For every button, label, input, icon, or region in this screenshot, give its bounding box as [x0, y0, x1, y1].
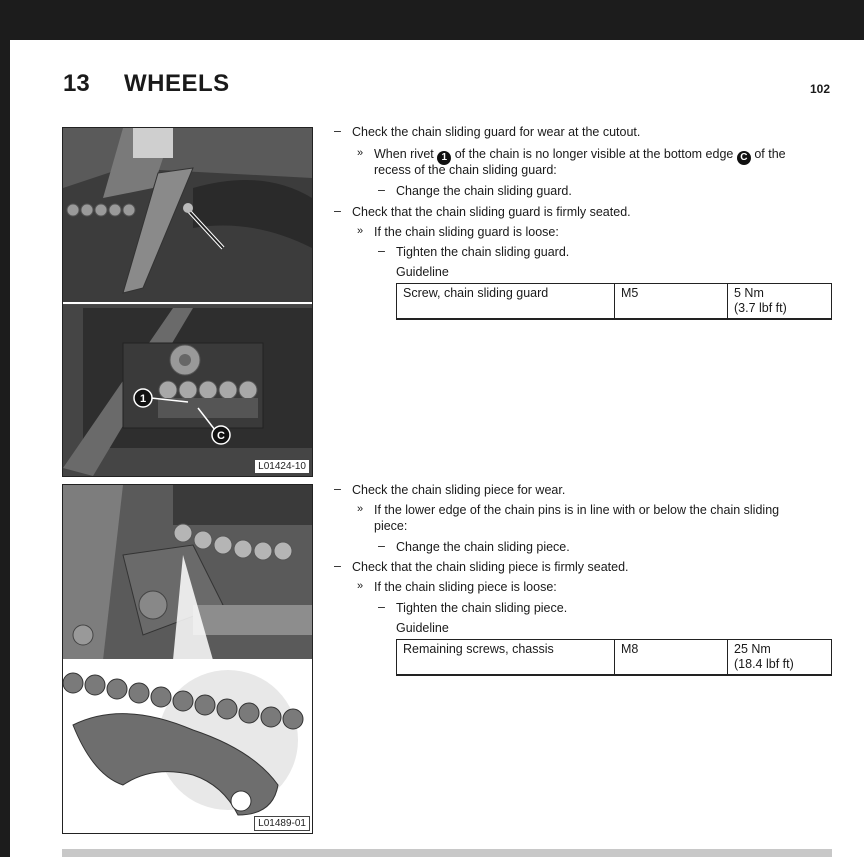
condition-part: When rivet: [374, 147, 434, 161]
figure-chain-sliding-guard: [62, 127, 313, 477]
condition-text: If the chain sliding guard is loose:: [374, 225, 559, 239]
condition-text-continued: piece:: [374, 519, 408, 533]
torque-spec-table: [396, 639, 832, 676]
guideline-label: Guideline: [396, 621, 449, 635]
step-text: Check that the chain sliding guard is firmly seated.: [352, 205, 631, 219]
torque-imperial: (3.7 lbf ft): [734, 301, 787, 315]
bullet-chevron: »: [357, 147, 364, 159]
guideline-label: Guideline: [396, 265, 449, 279]
table-row: [397, 284, 832, 320]
torque-metric: 25 Nm: [734, 642, 771, 656]
chain-guard-photo: [63, 128, 312, 476]
viewer-left-edge: [0, 40, 10, 857]
bullet-dash: –: [334, 559, 341, 573]
page-number: 102: [810, 82, 831, 96]
action-text: Change the chain sliding guard.: [396, 184, 572, 198]
bullet-dash: –: [378, 183, 385, 197]
condition-text: If the lower edge of the chain pins is in line with or below the chain sliding: [374, 503, 780, 517]
figure-label: L01489-01: [254, 816, 310, 831]
callout-c-icon: C: [737, 151, 751, 165]
bullet-chevron: »: [357, 503, 364, 515]
chapter-number: 13: [63, 70, 90, 97]
table-cell-torque: [728, 640, 832, 676]
bullet-dash: –: [334, 124, 341, 138]
figure-label: L01424-10: [254, 459, 310, 474]
figure-chain-sliding-piece: [62, 484, 313, 834]
callout-1-icon: 1: [437, 151, 451, 165]
bullet-dash: –: [378, 539, 385, 553]
torque-metric: 5 Nm: [734, 286, 764, 300]
callout-c-label: C: [217, 430, 225, 442]
action-text: Tighten the chain sliding piece.: [396, 601, 568, 615]
condition-text: If the chain sliding piece is loose:: [374, 580, 557, 594]
table-cell-item: Screw, chain sliding guard: [397, 284, 615, 320]
bullet-dash: –: [334, 482, 341, 496]
chain-sliding-piece-photo: [63, 485, 312, 833]
table-row: [397, 640, 832, 676]
action-text: Tighten the chain sliding guard.: [396, 245, 570, 259]
bullet-dash: –: [378, 600, 385, 614]
bullet-dash: –: [378, 244, 385, 258]
table-cell-item: Remaining screws, chassis: [397, 640, 615, 676]
table-cell-size: M5: [615, 284, 728, 320]
condition-text-continued: recess of the chain sliding guard:: [374, 163, 557, 177]
condition-part: of the: [754, 147, 786, 161]
next-section-header-strip: [62, 849, 832, 857]
step-text: Check the chain sliding piece for wear.: [352, 483, 566, 497]
torque-imperial: (18.4 lbf ft): [734, 657, 794, 671]
chapter-title: WHEELS: [124, 70, 230, 97]
bullet-dash: –: [334, 204, 341, 218]
step-text: Check the chain sliding guard for wear at the cutout.: [352, 125, 641, 139]
bullet-chevron: »: [357, 225, 364, 237]
viewer-top-bar: [0, 0, 864, 40]
condition-part: of the chain is no longer visible at the bottom edge: [454, 147, 734, 161]
table-cell-size: M8: [615, 640, 728, 676]
step-text: Check that the chain sliding piece is firmly seated.: [352, 560, 629, 574]
table-cell-torque: [728, 284, 832, 320]
bullet-chevron: »: [357, 580, 364, 592]
action-text: Change the chain sliding piece.: [396, 540, 570, 554]
torque-spec-table: [396, 283, 832, 320]
callout-1-label: 1: [139, 393, 147, 405]
